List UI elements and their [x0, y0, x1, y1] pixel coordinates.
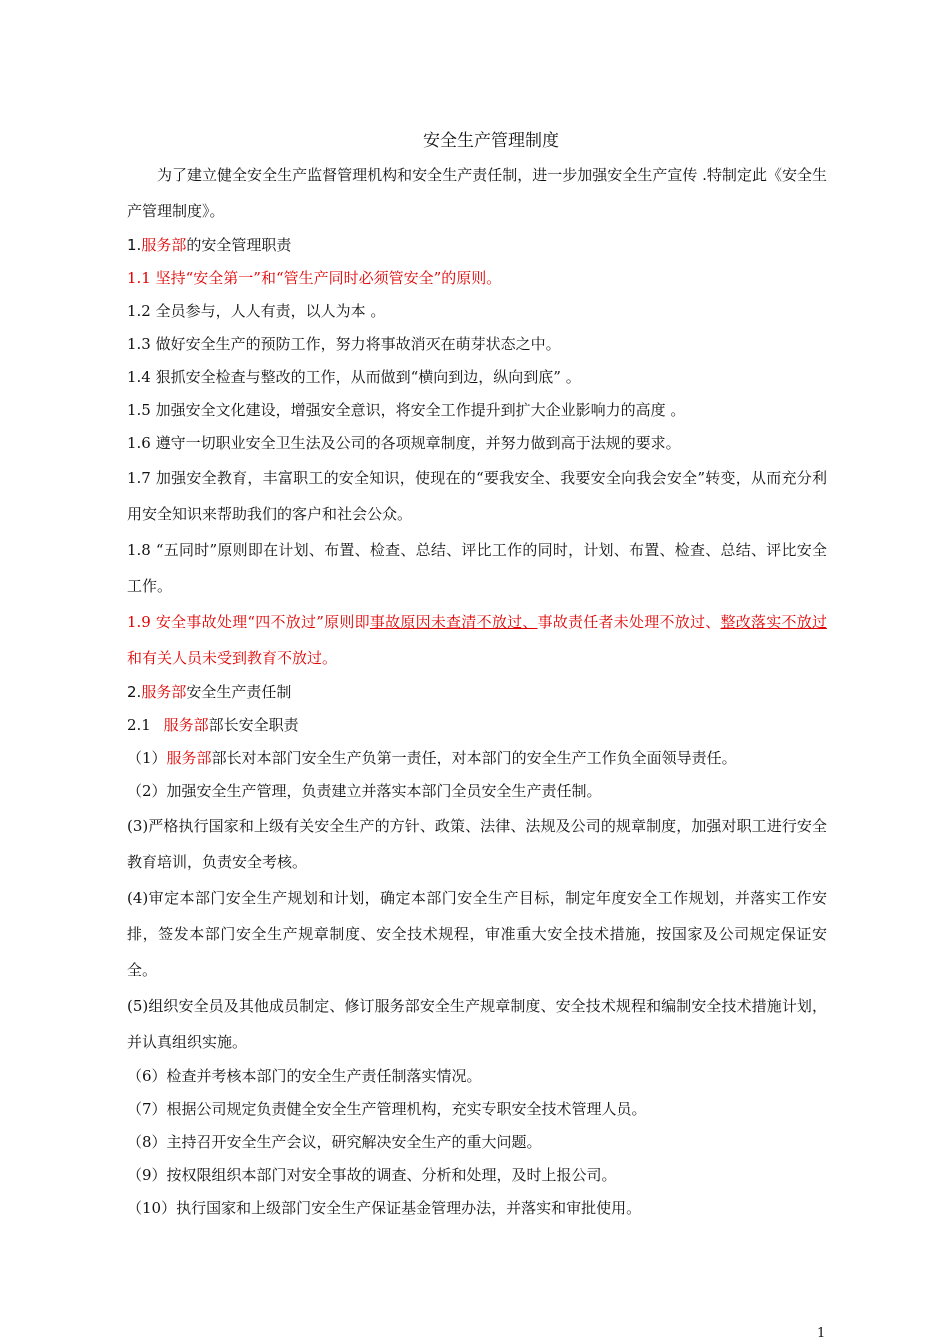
section-2-heading [127, 676, 827, 709]
duty-item-6: （6）检查并考核本部门的安全生产责任制落实情况。 [127, 1067, 482, 1085]
duty-item-3: (3)严格执行国家和上级有关安全生产的方针、政策、法律、法规及公司的规章制度，加强对职工进行安全教育培训，负责安全考核。 [127, 817, 827, 871]
section-1-heading [127, 229, 827, 262]
item-1-5: 1.5 加强安全文化建设，增强安全意识，将安全工作提升到扩大企业影响力的高度 。 [127, 401, 686, 419]
item-1-9 [127, 604, 827, 676]
subsection-2-1 [127, 709, 827, 742]
duty-item-1 [127, 742, 827, 775]
duty-item-4: (4)审定本部门安全生产规划和计划，确定本部门安全生产目标，制定年度安全工作规划，并落实工作安排，签发本部门安全生产规章制度、安全技术规程，审准重大安全技术措施，按国家及公司规定保证安全。 [127, 889, 827, 979]
intro-paragraph: 为了建立健全安全生产监督管理机构和安全生产责任制，进一步加强安全生产宣传 .特制定此《安全生产管理制度》。 [127, 166, 827, 220]
subsection-2-1-text: 部长安全职责 [208, 716, 299, 734]
duty-item-9: （9）按权限组织本部门对安全事故的调查、分析和处理，及时上报公司。 [127, 1166, 617, 1184]
duty-item-7: （7）根据公司规定负责健全安全生产管理机构，充实专职安全技术管理人员。 [127, 1100, 647, 1118]
subsection-2-1-number: 2.1 [127, 716, 156, 734]
item-1-8: 1.8 “五同时”原则即在计划、布置、检查、总结、评比工作的同时，计划、布置、检查、总结、评比安全工作。 [127, 541, 827, 595]
item-1-6: 1.6 遵守一切职业安全卫生法及公司的各项规章制度，并努力做到高于法规的要求。 [127, 434, 681, 452]
item-1-9-underlined-b: 整改落实不放过 [720, 613, 827, 631]
duty-item-1-dept: 服务部 [166, 749, 212, 767]
item-1-2: 1.2 全员参与，人人有责，以人为本 。 [127, 302, 386, 320]
page-number: 1 [817, 1326, 826, 1341]
duty-item-5: (5)组织安全员及其他成员制定、修订服务部安全生产规章制度、安全技术规程和编制安全技术措施计划，并认真组织实施。 [127, 997, 827, 1051]
duty-item-8: （8）主持召开安全生产会议，研究解决安全生产的重大问题。 [127, 1133, 542, 1151]
duty-item-1-text: 部长对本部门安全生产负第一责任，对本部门的安全生产工作负全面领导责任。 [211, 749, 737, 767]
item-1-9-middle: 事故责任者未处理不放过、 [537, 613, 721, 631]
duty-item-2: （2）加强安全生产管理，负责建立并落实本部门全员安全生产责任制。 [127, 782, 602, 800]
section-1-dept: 服务部 [141, 236, 187, 254]
section-1-heading-text: 的安全管理职责 [186, 236, 292, 254]
item-1-9-tail: 和有关人员未受到教育不放过。 [127, 649, 338, 667]
item-1-1: 1.1 坚持“安全第一”和“管生产同时必须管安全”的原则。 [127, 269, 502, 287]
section-2-dept: 服务部 [141, 683, 187, 701]
duty-item-1-number: （1） [127, 749, 167, 767]
section-2-heading-text: 安全生产责任制 [186, 683, 292, 701]
document-body [127, 157, 827, 1225]
item-1-7: 1.7 加强安全教育，丰富职工的安全知识，使现在的“要我安全、我要安全向我会安全”转变，从而充分利用安全知识来帮助我们的客户和社会公众。 [127, 469, 827, 523]
item-1-4: 1.4 狠抓安全检查与整改的工作，从而做到“横向到边，纵向到底” 。 [127, 368, 581, 386]
section-2-number: 2. [127, 683, 142, 701]
document-title: 安全生产管理制度 [423, 131, 559, 151]
duty-item-10: （10）执行国家和上级部门安全生产保证基金管理办法，并落实和审批使用。 [127, 1199, 642, 1217]
section-1-number: 1. [127, 236, 142, 254]
item-1-9-lead: 1.9 安全事故处理“四不放过”原则即 [127, 613, 370, 631]
subsection-2-1-dept: 服务部 [163, 716, 209, 734]
item-1-3: 1.3 做好安全生产的预防工作，努力将事故消灭在萌芽状态之中。 [127, 335, 561, 353]
item-1-9-underlined-a: 事故原因未查清不放过、 [369, 613, 538, 631]
